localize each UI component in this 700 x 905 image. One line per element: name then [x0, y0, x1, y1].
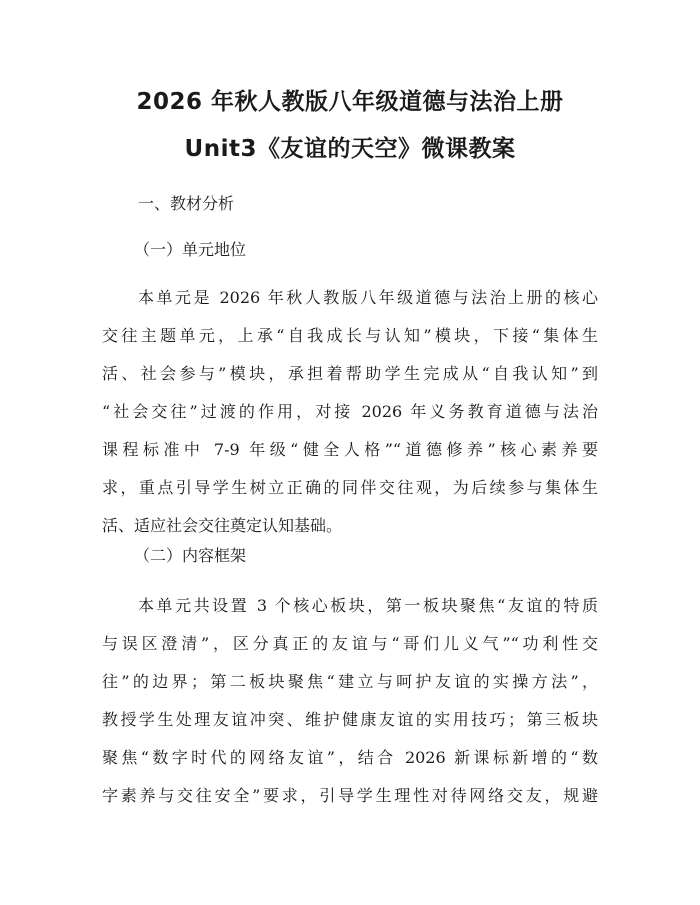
document-title-line-1: 2026 年秋人教版八年级道德与法治上册: [136, 89, 564, 115]
paragraph-line: 本单元共设置 3 个核心板块，第一板块聚焦“友谊的特质: [138, 596, 598, 615]
paragraph-unit-position: [102, 279, 598, 545]
paragraph-line: 本单元是 2026 年秋人教版八年级道德与法治上册的核心: [138, 288, 598, 307]
document-title-line-2: Unit3《友谊的天空》微课教案: [184, 136, 516, 162]
paragraph-line: 字素养与交往安全”要求，引导学生理性对待网络交友，规避: [102, 786, 598, 805]
paragraph-line: “社会交往”过渡的作用，对接 2026 年义务教育道德与法治: [102, 402, 598, 421]
section-heading-analysis: 一、教材分析: [138, 194, 235, 213]
paragraph-line: 聚焦“数字时代的网络友谊”，结合 2026 新课标新增的“数: [102, 748, 598, 767]
paragraph-line: 与误区澄清”，区分真正的友谊与“哥们儿义气”“功利性交: [102, 634, 598, 653]
paragraph-content-framework: [102, 587, 598, 815]
paragraph-line: 求，重点引导学生树立正确的同伴交往观，为后续参与集体生: [102, 478, 598, 497]
paragraph-line: 活、社会参与”模块，承担着帮助学生完成从“自我认知”到: [102, 364, 598, 383]
paragraph-line: 课程标准中 7-9 年级“健全人格”“道德修养”核心素养要: [102, 440, 598, 459]
paragraph-line: 教授学生处理友谊冲突、维护健康友谊的实用技巧；第三板块: [102, 710, 598, 729]
subsection-heading-content-framework: （二）内容框架: [134, 546, 247, 565]
paragraph-line: 活、适应社会交往奠定认知基础。: [102, 516, 343, 535]
paragraph-line: 交往主题单元，上承“自我成长与认知”模块，下接“集体生: [102, 326, 598, 345]
subsection-heading-unit-position: （一）单元地位: [134, 240, 247, 259]
paragraph-line: 往”的边界；第二板块聚焦“建立与呵护友谊的实操方法”，: [102, 672, 598, 691]
